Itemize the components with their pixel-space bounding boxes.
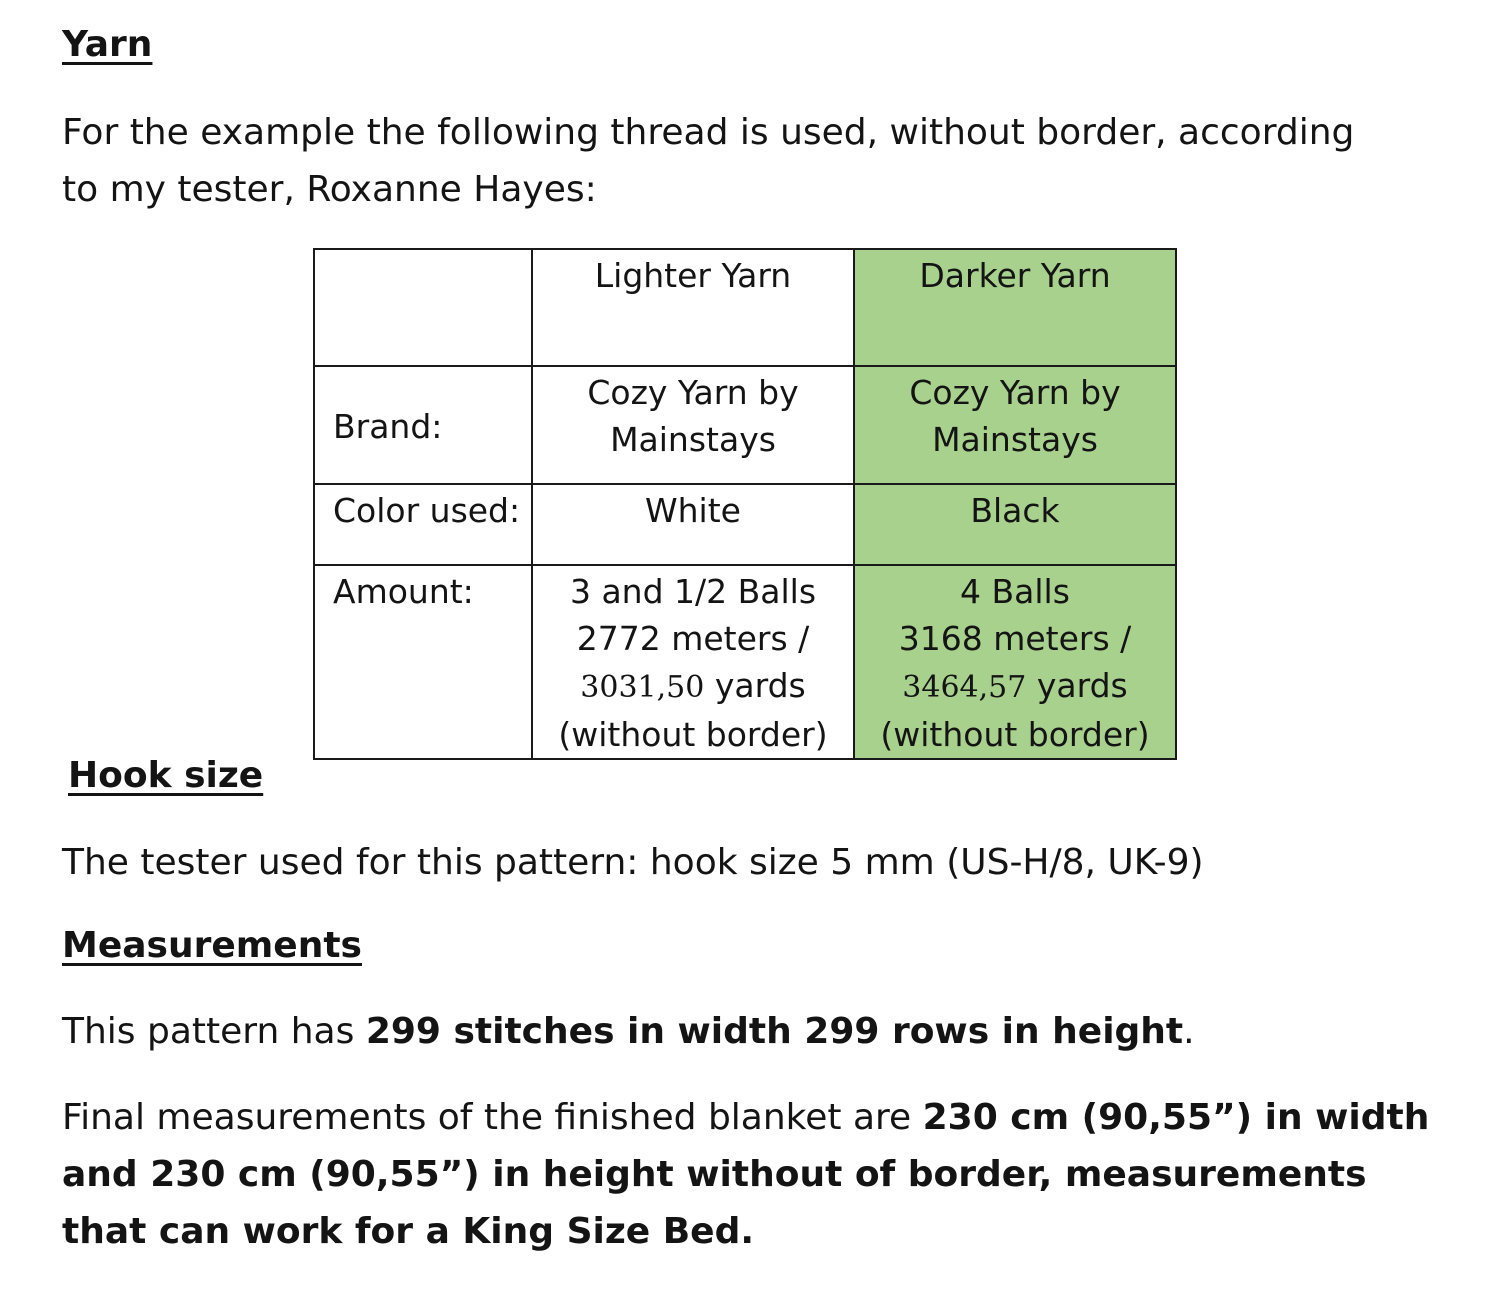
header-lighter-yarn: Lighter Yarn [532, 249, 854, 366]
amount-darker-yards-number: 3464,57 [902, 670, 1027, 705]
brand-lighter-line-2: Mainstays [610, 420, 776, 459]
hook-size-heading: Hook size [68, 755, 264, 796]
brand-lighter-line-1: Cozy Yarn by [587, 373, 799, 412]
table-row-brand [314, 366, 1176, 484]
hook-size-paragraph: The tester used for this pattern: hook size 5 mm (US-H/8, UK-9) [62, 842, 1204, 883]
yarn-table [313, 248, 1177, 760]
amount-lighter-yards-number: 3031,50 [580, 670, 705, 705]
table-row-color [314, 484, 1176, 565]
yarn-heading: Yarn [62, 24, 153, 65]
measurements-heading: Measurements [62, 925, 362, 966]
table-header-row [314, 249, 1176, 366]
amount-darker-line-1: 4 Balls [960, 572, 1070, 611]
stitch-count-bold: 299 stitches in width 299 rows in height [365, 1011, 1184, 1052]
amount-darker-cell [854, 565, 1176, 759]
brand-lighter-cell [532, 366, 854, 484]
stitch-suffix: . [1183, 1011, 1195, 1052]
header-darker-yarn: Darker Yarn [854, 249, 1176, 366]
brand-darker-line-1: Cozy Yarn by [909, 373, 1121, 412]
amount-darker-line-3 [855, 662, 1175, 711]
amount-darker-line-2: 3168 meters / [898, 619, 1132, 658]
amount-lighter-line-3 [533, 662, 853, 711]
amount-darker-line-4: (without border) [880, 715, 1150, 754]
final-measurements-bold: 230 cm (90,55”) in width and 230 cm (90,55”) in height without of border, measurements that can work for a King Size Bed. [62, 1097, 1430, 1252]
color-lighter-cell: White [532, 484, 854, 565]
amount-lighter-yards-unit: yards [704, 666, 806, 705]
final-prefix: Final measurements of the finished blanket are [62, 1097, 923, 1138]
amount-lighter-line-4: (without border) [558, 715, 828, 754]
brand-label: Brand: [314, 366, 532, 484]
stitch-count-paragraph [62, 1003, 1462, 1060]
amount-darker-yards-unit: yards [1026, 666, 1128, 705]
color-darker-cell: Black [854, 484, 1176, 565]
brand-darker-line-2: Mainstays [932, 420, 1098, 459]
intro-line-2: to my tester, Roxanne Hayes: [62, 169, 597, 210]
final-measurements-paragraph [62, 1089, 1462, 1260]
brand-darker-cell [854, 366, 1176, 484]
amount-lighter-line-1: 3 and 1/2 Balls [569, 572, 817, 611]
amount-lighter-cell [532, 565, 854, 759]
stitch-prefix: This pattern has [62, 1011, 366, 1052]
header-empty-cell [314, 249, 532, 366]
color-label: Color used: [314, 484, 532, 565]
amount-label: Amount: [314, 565, 532, 759]
amount-lighter-line-2: 2772 meters / [576, 619, 810, 658]
table-row-amount [314, 565, 1176, 759]
intro-line-1: For the example the following thread is used, without border, according [62, 112, 1355, 153]
intro-paragraph [62, 104, 1442, 218]
